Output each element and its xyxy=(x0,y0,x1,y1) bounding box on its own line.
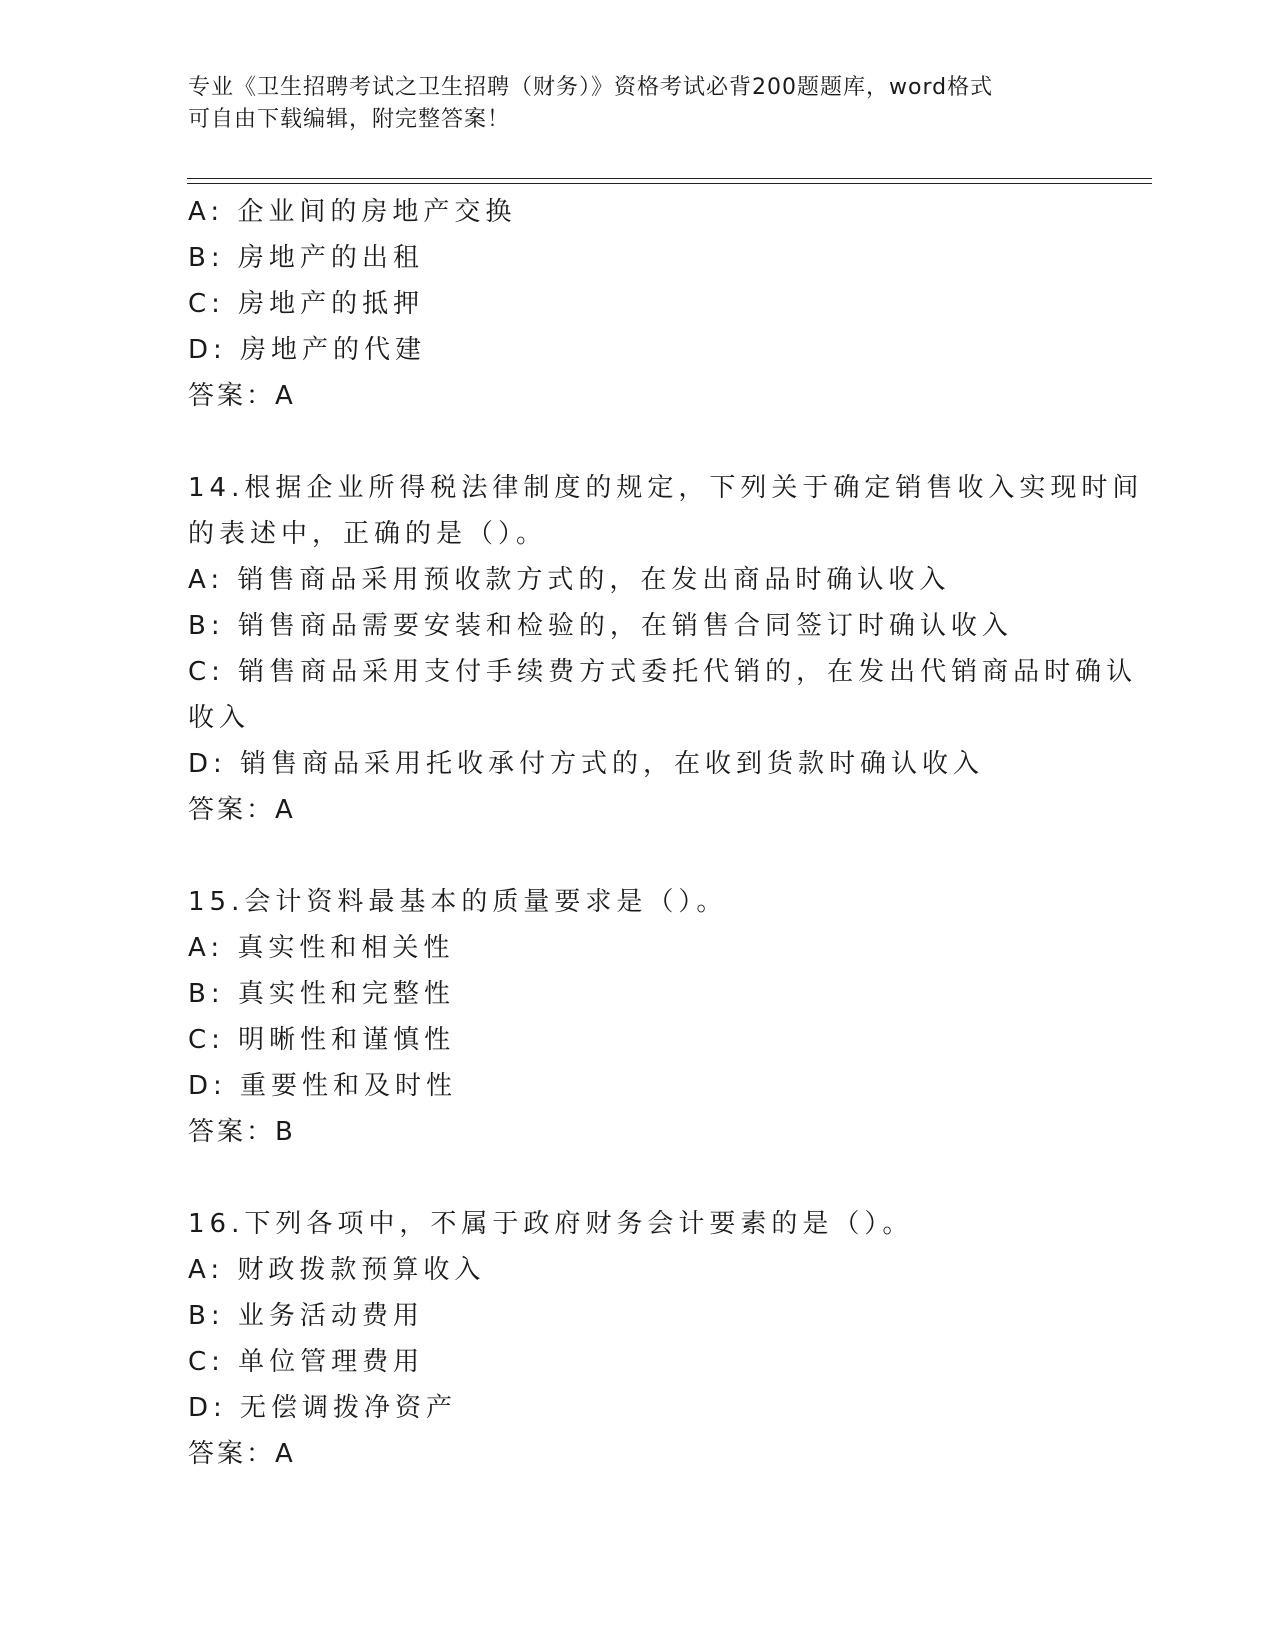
question-15-option-b: B: 真实性和完整性 xyxy=(188,979,455,1009)
question-16-option-d: D: 无偿调拨净资产 xyxy=(188,1393,458,1423)
question-13-option-b: B: 房地产的出租 xyxy=(188,243,424,273)
header-title-line-1: 专业《卫生招聘考试之卫生招聘（财务）》资格考试必背200题题库，word格式 xyxy=(188,75,994,100)
question-14 xyxy=(188,465,1144,833)
question-16-option-b: B: 业务活动费用 xyxy=(188,1301,424,1331)
question-13-option-c: C: 房地产的抵押 xyxy=(188,289,425,319)
question-14-option-b: B: 销售商品需要安装和检验的，在销售合同签订时确认收入 xyxy=(188,611,1013,641)
question-14-stem-line-2: 的表述中，正确的是（）。 xyxy=(188,519,548,549)
question-14-option-a: A: 销售商品采用预收款方式的，在发出商品时确认收入 xyxy=(188,565,951,595)
spacer xyxy=(188,833,1088,879)
question-16-option-c: C: 单位管理费用 xyxy=(188,1347,425,1377)
document-header xyxy=(188,72,1068,136)
question-13 xyxy=(188,189,1088,419)
spacer xyxy=(188,419,1088,465)
question-15-answer: 答案：B xyxy=(188,1117,296,1147)
spacer xyxy=(188,1155,1088,1201)
question-15-stem: 15.会计资料最基本的质量要求是（）。 xyxy=(188,887,728,917)
header-divider-bottom xyxy=(187,183,1152,184)
question-16 xyxy=(188,1201,1088,1477)
question-14-option-c: C: 销售商品采用支付手续费方式委托代销的，在发出代销商品时确认 xyxy=(188,657,1138,687)
question-16-stem: 16.下列各项中，不属于政府财务会计要素的是（）。 xyxy=(188,1209,914,1239)
question-13-option-d: D: 房地产的代建 xyxy=(188,335,427,365)
question-15-option-a: A: 真实性和相关性 xyxy=(188,933,455,963)
question-13-option-a: A: 企业间的房地产交换 xyxy=(188,197,517,227)
header-divider-top xyxy=(187,178,1152,179)
question-16-option-a: A: 财政拨款预算收入 xyxy=(188,1255,486,1285)
question-15 xyxy=(188,879,1088,1155)
question-16-answer: 答案：A xyxy=(188,1439,296,1469)
question-15-option-d: D: 重要性和及时性 xyxy=(188,1071,458,1101)
question-14-option-c-continued: 收入 xyxy=(188,703,251,733)
question-15-option-c: C: 明晰性和谨慎性 xyxy=(188,1025,456,1055)
question-13-answer: 答案：A xyxy=(188,381,296,411)
question-14-option-d: D: 销售商品采用托收承付方式的，在收到货款时确认收入 xyxy=(188,749,985,779)
question-14-answer: 答案：A xyxy=(188,795,296,825)
header-title-line-2: 可自由下载编辑，附完整答案！ xyxy=(188,107,511,132)
question-14-stem-line-1: 14.根据企业所得税法律制度的规定，下列关于确定销售收入实现时间 xyxy=(188,473,1144,503)
question-list xyxy=(188,189,1144,1477)
